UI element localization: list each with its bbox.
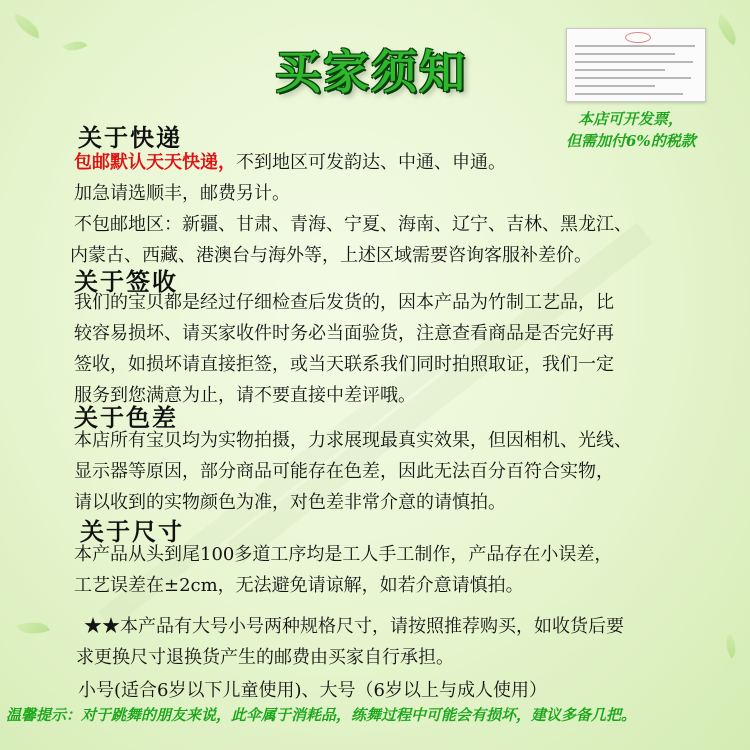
- size-line2: 工艺误差在±2cm，无法避免请谅解，如若介意请慎拍。: [74, 575, 524, 596]
- warm-notice: 温馨提示：对于跳舞的朋友来说，此伞属于消耗品，练舞过程中可能会有损坏，建议多备几把。: [6, 706, 637, 724]
- size-options: 小号(适合6岁以下儿童使用)、大号（6岁以上与成人使用）: [78, 680, 547, 701]
- express-line1-rest: 不到地区可发韵达、中通、申通。: [236, 152, 506, 173]
- color-line1: 本店所有宝贝均为实物拍摄，力求展现最真实效果，但因相机、光线、: [74, 430, 632, 451]
- leaf-decoration: [710, 14, 743, 46]
- express-line4: 内蒙古、西藏、港澳台与海外等，上述区域需要咨询客服补差价。: [70, 245, 592, 266]
- leaf-decoration: [16, 615, 50, 640]
- heading-express: 关于快递: [78, 124, 182, 152]
- heading-sign: 关于签收: [74, 268, 178, 296]
- sign-line3: 签收，如损坏请直接拒签，或当天联系我们同时拍照取证，我们一定: [74, 354, 614, 375]
- invoice-note-line2: 但需加付6%的税款: [566, 132, 696, 150]
- express-line2: 加急请选顺丰，邮费另计。: [74, 183, 290, 204]
- heading-color: 关于色差: [74, 404, 178, 432]
- invoice-image: [566, 28, 706, 102]
- page-title: 买家须知: [275, 45, 467, 99]
- sign-line1: 我们的宝贝都是经过仔细检查后发货的，因本产品为竹制工艺品，比: [74, 292, 614, 313]
- size-line1: 本产品从头到尾100多道工序均是工人手工制作，产品存在小误差，: [74, 544, 613, 565]
- express-highlight: 包邮默认天天快递，: [74, 152, 236, 173]
- sign-line2: 较容易损坏、请买家收件时务必当面验货，注意查看商品是否完好再: [74, 323, 614, 344]
- color-body: [74, 425, 738, 518]
- size-body: [74, 539, 738, 706]
- invoice-note-line1: 本店可开发票，: [578, 110, 684, 128]
- express-body: [70, 147, 738, 271]
- leaf-decoration: [10, 13, 44, 38]
- leaf-decoration: [62, 35, 87, 56]
- size-star-line2: 求更换尺寸退换货产生的邮费由买家自行承担。: [76, 647, 454, 668]
- express-line3: 不包邮地区：新疆、甘肃、青海、宁夏、海南、辽宁、吉林、黑龙江、: [74, 214, 632, 235]
- sign-line4: 服务到您满意为止，请不要直接中差评哦。: [74, 385, 416, 406]
- sign-body: [74, 287, 738, 411]
- color-line2: 显示器等原因，部分商品可能存在色差，因此无法百分百符合实物，: [74, 461, 614, 482]
- size-star-line1: ★★本产品有大号小号两种规格尺寸，请按照推荐购买，如收货后要: [84, 616, 624, 637]
- heading-size: 关于尺寸: [80, 518, 184, 546]
- invoice-note: [568, 108, 748, 152]
- color-line3: 请以收到的实物颜色为准，对色差非常介意的请慎拍。: [74, 492, 506, 513]
- express-line1: [74, 147, 738, 178]
